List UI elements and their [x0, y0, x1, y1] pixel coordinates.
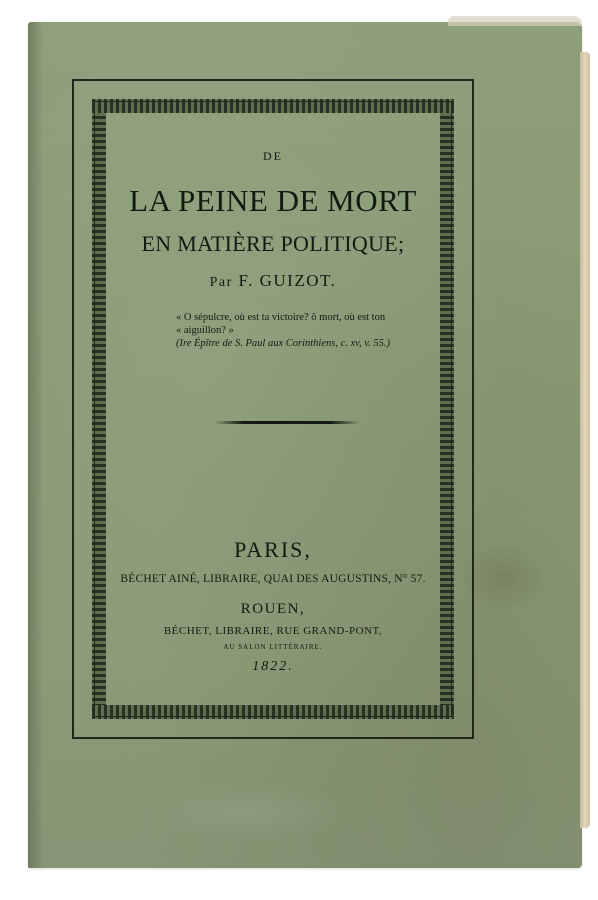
- imprint-salon: AU SALON LITTÉRAIRE.: [223, 643, 323, 651]
- imprint-city-2: ROUEN,: [240, 601, 306, 617]
- title-prefix: DE: [263, 149, 283, 163]
- author-line: [96, 271, 450, 291]
- author-name: F. GUIZOT.: [238, 271, 337, 290]
- imprint-publisher: BÉCHET AINÉ, LIBRAIRE, QUAI DES AUGUSTINS, N° 57.: [120, 573, 426, 585]
- epigraph-line: « O sépulcre, où est ta victoire? ô mort, où est ton: [176, 312, 386, 323]
- title-page: [96, 103, 450, 715]
- divider-rule: [214, 421, 360, 424]
- epigraph-source: (Ire Épître de S. Paul aux Corinthiens, c. xv, v. 55.): [176, 338, 391, 349]
- book-cover: [28, 22, 582, 868]
- imprint-publisher-2: BÉCHET, LIBRAIRE, RUE GRAND-PONT,: [163, 625, 383, 637]
- title-sub: EN MATIÈRE POLITIQUE;: [141, 231, 405, 256]
- imprint-year: 1822.: [252, 659, 294, 674]
- spine-shadow: [28, 22, 44, 868]
- ornamental-frame: [72, 79, 474, 739]
- worn-edge: [448, 16, 582, 26]
- imprint-city: PARIS,: [234, 537, 312, 562]
- author-prefix: Par: [209, 275, 233, 290]
- page-edge: [580, 52, 590, 828]
- epigraph: [176, 311, 442, 350]
- stain: [148, 782, 348, 842]
- title-main: LA PEINE DE MORT: [129, 183, 417, 218]
- epigraph-line: « aiguillon? »: [176, 325, 234, 336]
